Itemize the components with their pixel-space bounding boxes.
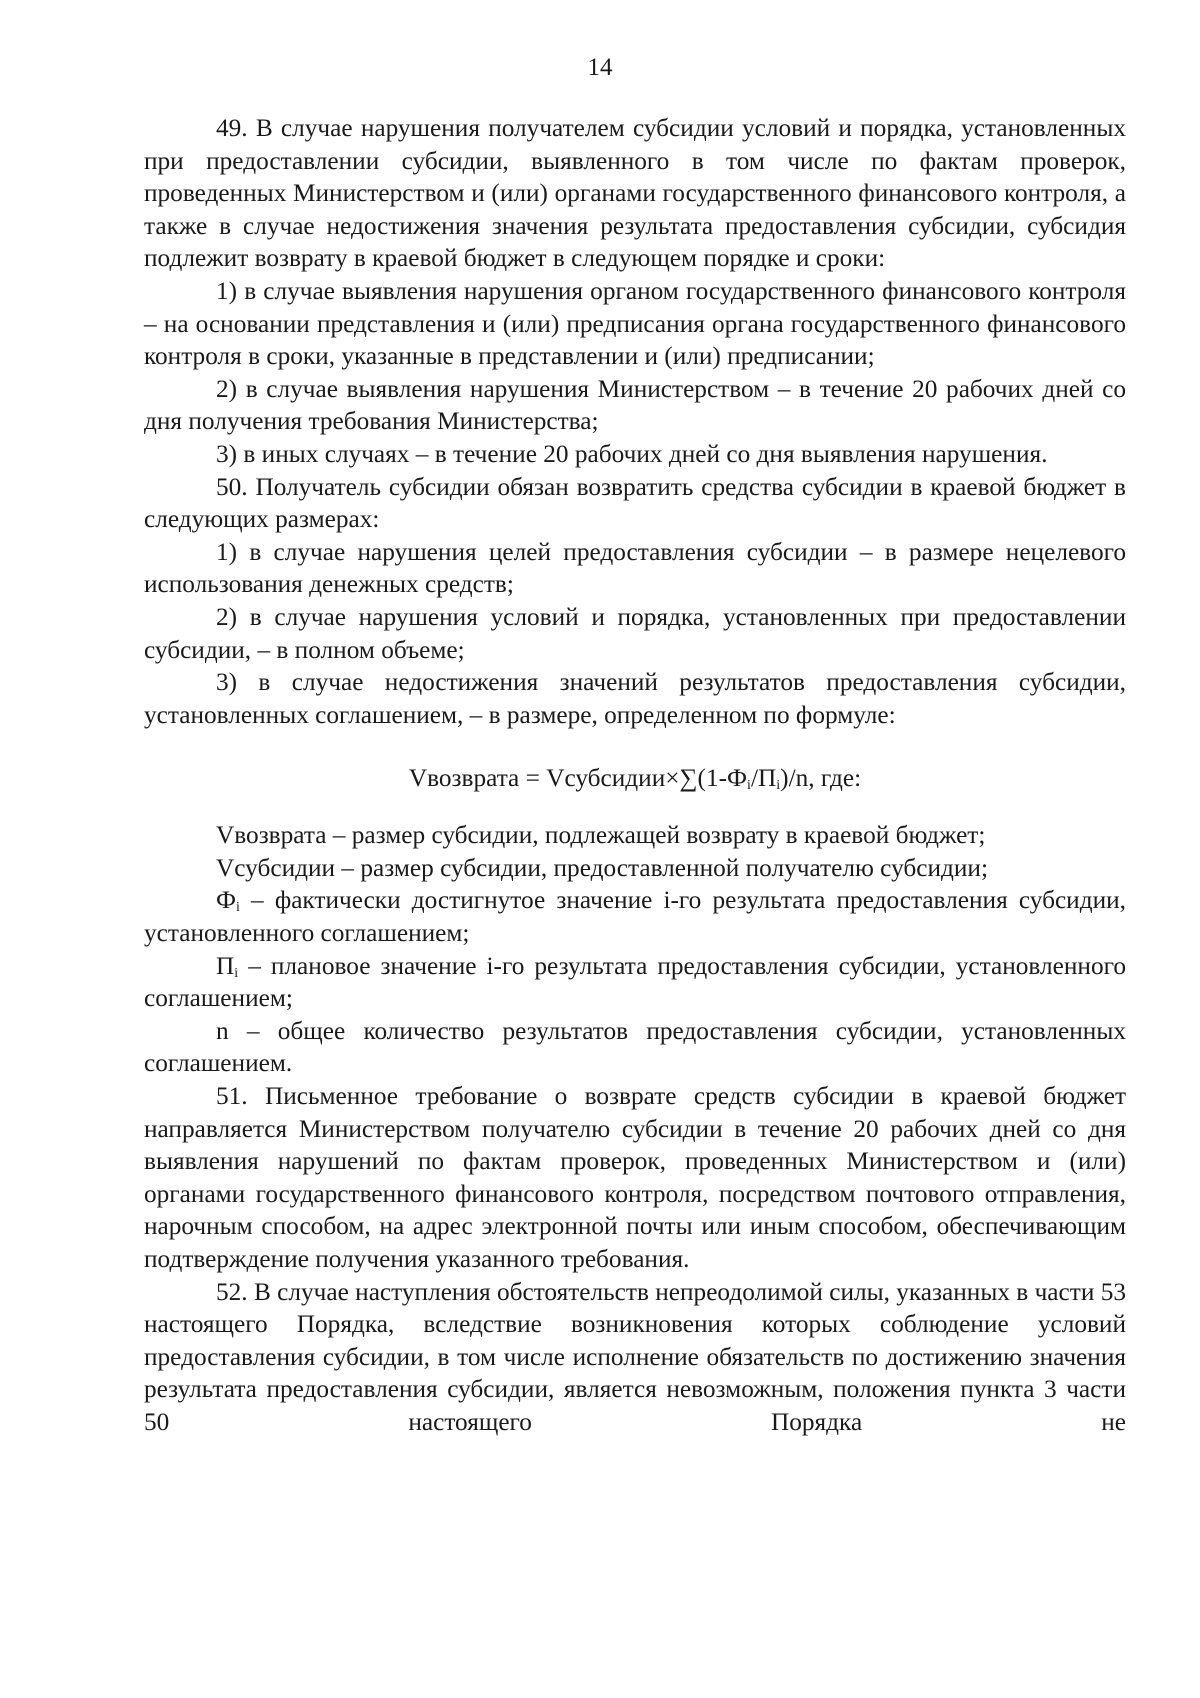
document-body xyxy=(144,112,1126,1439)
definition-term: П xyxy=(216,951,235,980)
paragraph-50-item-1: 1) в случае нарушения целей предоставления субсидии – в размере нецелевого использования денежных средств; xyxy=(144,537,1126,599)
definition-subscript: i xyxy=(234,965,239,981)
definition-v-subsidy xyxy=(144,852,1126,885)
paragraph-51: 51. Письменное требование о возврате средств субсидии в краевой бюджет направляется Министерством получателю субсидии в течение 20 рабочих дней со дня выявления нарушений по фактам проверок, проведенных Министерством и (или) органами государственного финансового контроля, посредством почтового отправления, нарочным способом, на адрес электронной почты или иным способом, обеспечивающим подтверждение получения указанного требования. xyxy=(144,1082,1126,1273)
definition-actual-value xyxy=(144,884,1126,949)
definition-term: n xyxy=(216,1016,229,1045)
formula-subscript-1: i xyxy=(747,778,751,794)
definition-text: – размер субсидии, предоставленной получателю субсидии; xyxy=(335,853,988,882)
definition-text: – плановое значение i-го результата предоставления субсидии, установленного соглашением; xyxy=(144,951,1126,1013)
definition-planned-value xyxy=(144,950,1126,1015)
definition-term: Vвозврата xyxy=(216,821,327,850)
paragraph-50-item-3: 3) в случае недостижения значений результатов предоставления субсидии, установленных соглашением, – в размере, определенном по формуле: xyxy=(144,668,1126,729)
definition-text: – общее количество результатов предоставления субсидии, установленных соглашением. xyxy=(144,1016,1126,1078)
definition-text: – фактически достигнутое значение i-го результата предоставления субсидии, установленного соглашением; xyxy=(144,886,1126,948)
formula-subscript-2: i xyxy=(776,778,781,794)
paragraph-50-item-2: 2) в случае нарушения условий и порядка, установленных при предоставлении субсидии, – в полном объеме; xyxy=(144,602,1126,664)
return-formula xyxy=(144,762,1126,795)
definition-subscript: i xyxy=(236,900,240,916)
paragraph-49-item-1: 1) в случае выявления нарушения органом государственного финансового контроля – на основании представления и (или) предписания органа государственного финансового контроля в сроки, указанные в представлении и (или) предписании; xyxy=(144,276,1126,371)
paragraph-50: 50. Получатель субсидии обязан возвратить средства субсидии в краевой бюджет в следующих размерах: xyxy=(144,472,1126,534)
definition-text: – размер субсидии, подлежащей возврату в краевой бюджет; xyxy=(326,821,986,850)
paragraph-49-item-3: 3) в иных случаях – в течение 20 рабочих дней со дня выявления нарушения. xyxy=(216,439,1048,468)
formula-part-2: /П xyxy=(750,764,777,793)
paragraph-49: 49. В случае нарушения получателем субсидии условий и порядка, установленных при предоставлении субсидии, выявленного в том числе по фактам проверок, проведенных Министерством и (или) органами государственного финансового контроля, а также в случае недостижения значения результата предоставления субсидии, субсидия подлежит возврату в краевой бюджет в следующем порядке и сроки: xyxy=(144,114,1126,273)
definition-term: Ф xyxy=(216,886,236,915)
definition-v-return xyxy=(144,819,1126,852)
paragraph-52: 52. В случае наступления обстоятельств непреодолимой силы, указанных в части 53 настоящего Порядка, вследствие возникновения которых соблюдение условий предоставления субсидии, в том числе исполнение обязательств по достижению значения результата предоставления субсидии, является невозможным, положения пункта 3 части 50 настоящего Порядка не xyxy=(144,1277,1126,1436)
formula-part-1: Vвозврата = Vсубсидии×∑(1-Ф xyxy=(408,764,748,793)
page-number: 14 xyxy=(587,54,613,81)
paragraph-49-item-2: 2) в случае выявления нарушения Министерством – в течение 20 рабочих дней со дня получения требования Министерства; xyxy=(144,374,1126,436)
definition-term: Vсубсидии xyxy=(216,853,336,882)
formula-part-3: )/n, где: xyxy=(780,764,862,793)
definition-n-count xyxy=(144,1015,1126,1080)
